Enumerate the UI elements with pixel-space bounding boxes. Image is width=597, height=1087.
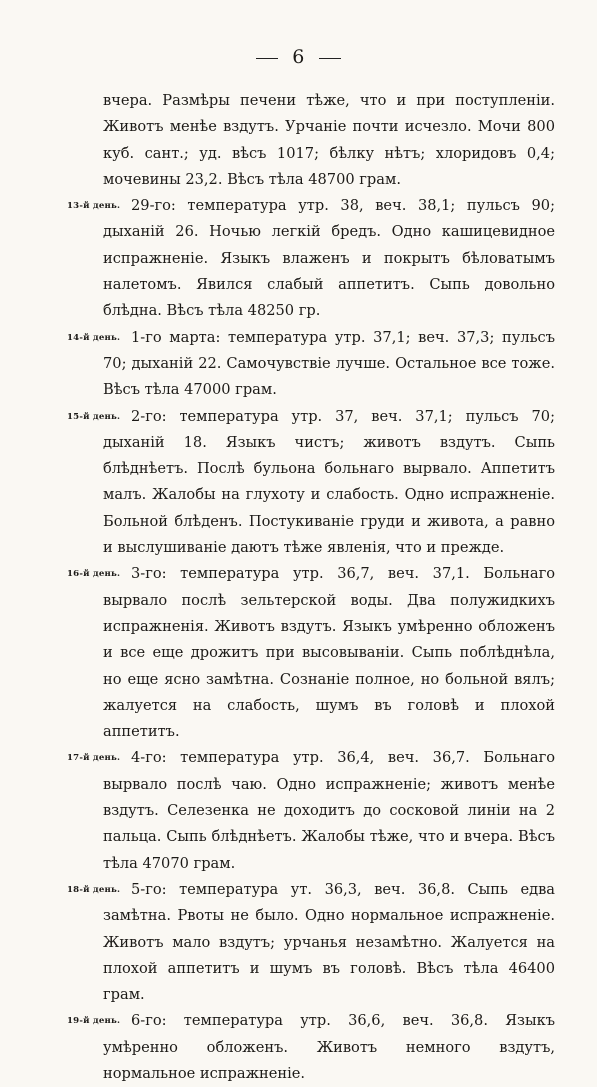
day-label-17: 17-й день. [67,753,121,764]
page-header [0,46,597,68]
day-label-14: 14-й день. [67,332,121,343]
body-text [67,88,555,1087]
header-dash-right [319,58,341,59]
paragraph-text: 1-го марта: температура утр. 37,1; веч. 37,3; пульсъ 70; дыханій 22. Самочувствіе лучше. Остальное все тоже. Вѣсъ тѣла 47000 грам. [103,328,555,399]
day-label-19: 19-й день. [67,1016,121,1027]
paragraph-day-17 [67,745,555,876]
paragraph-day-15 [67,404,555,562]
paragraph-text: 2-го: температура утр. 37, веч. 37,1; пульсъ 70; дыханій 18. Языкъ чистъ; животъ вздутъ. Сыпь блѣднѣетъ. Послѣ бульона больнаго вырвало. Аппетитъ малъ. Жалобы на глухоту и слабость. Одно испражненіе. Больной блѣденъ. Постукиваніе груди и живота, а равно и выслушиваніе даютъ тѣже явленія, что и прежде. [103,407,555,557]
paragraph-continuation [103,88,555,193]
paragraph-day-13 [67,193,555,324]
day-label-13: 13-й день. [67,201,121,212]
day-label-18: 18-й день. [67,884,121,895]
paragraph-text: 4-го: температура утр. 36,4, веч. 36,7. Больнаго вырвало послѣ чаю. Одно испражненіе; животъ менѣе вздутъ. Селезенка не доходитъ до сосковой линіи на 2 пальца. Сыпь блѣднѣетъ. Жалобы тѣже, что и вчера. Вѣсъ тѣла 47070 грам. [103,749,555,872]
day-label-16: 16-й день. [67,569,121,580]
paragraph-day-16 [67,561,555,745]
paragraph-text: вчера. Размѣры печени тѣже, что и при поступленіи. Животъ менѣе вздутъ. Урчаніе почти исчезло. Мочи 800 куб. сант.; уд. вѣсъ 1017; бѣлку нѣтъ; хлоридовъ 0,4; мочевины 23,2. Вѣсъ тѣла 48700 грам. [103,92,555,188]
header-dash-left [256,58,278,59]
day-label-15: 15-й день. [67,411,121,422]
paragraph-day-14 [67,325,555,404]
paragraph-day-19 [67,1008,555,1087]
paragraph-text: 5-го: температура ут. 36,3, веч. 36,8. Сыпь едва замѣтна. Рвоты не было. Одно нормальное испражненіе. Животъ мало вздутъ; урчанья незамѣтно. Жалуется на плохой аппетитъ и шумъ въ головѣ. Вѣсъ тѣла 46400 грам. [103,880,555,1004]
paragraph-text: 6-го: температура утр. 36,6, веч. 36,8. Языкъ умѣренно обложенъ. Животъ немного вздутъ, нормальное испражненіе. [103,1012,555,1082]
paragraph-text: 29-го: температура утр. 38, веч. 38,1; пульсъ 90; дыханій 26. Ночью легкій бредъ. Одно кашицевидное испражненіе. Языкъ влаженъ и покрытъ бѣловатымъ налетомъ. Явился слабый аппетитъ. Сыпь довольно блѣдна. Вѣсъ тѣла 48250 гр. [103,197,555,320]
page-number: 6 [292,46,305,68]
paragraph-day-18 [67,877,555,1008]
paragraph-text: 3-го: температура утр. 36,7, веч. 37,1. Больнаго вырвало послѣ зельтерской воды. Два полужидкихъ испражненія. Животъ вздутъ. Языкъ умѣренно обложенъ и все еще дрожитъ при высовываніи. Сыпь поблѣднѣла, но еще ясно замѣтна. Сознаніе полное, но больной вялъ; жалуется на слабость, шумъ въ головѣ и плохой аппетитъ. [103,565,555,741]
